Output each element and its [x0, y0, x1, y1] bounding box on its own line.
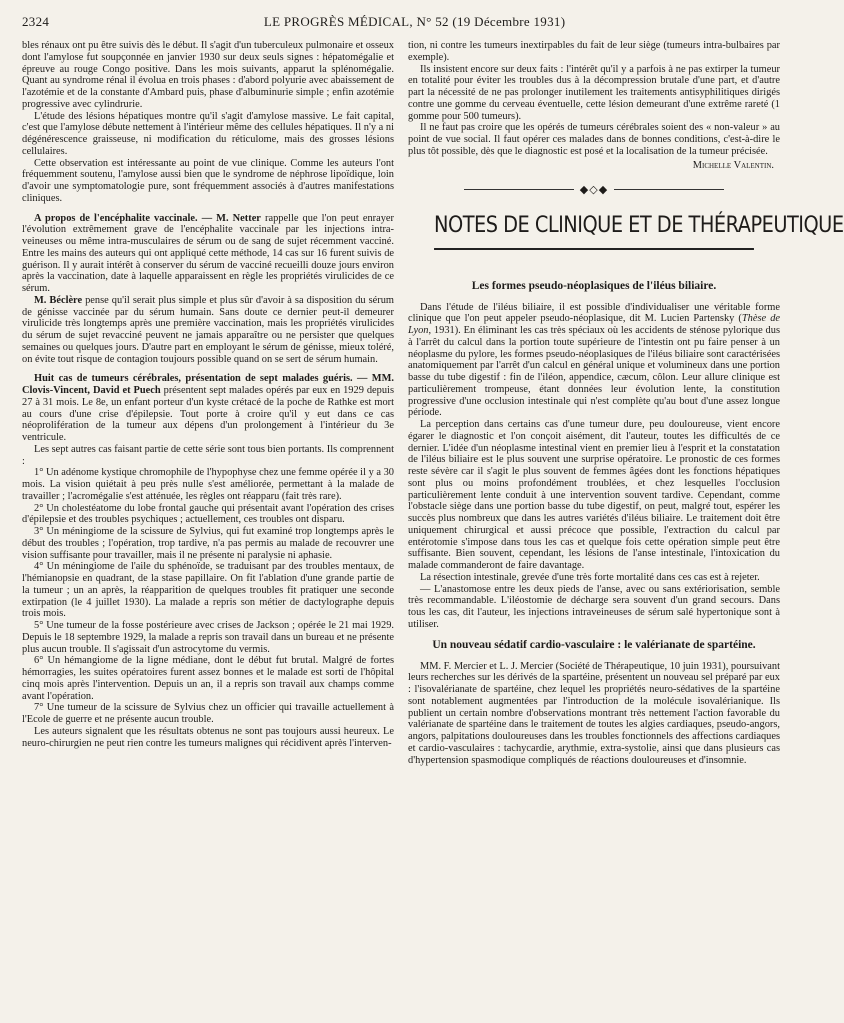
paragraph: L'étude des lésions hépatiques montre qu'il s'agit d'amylose massive. Le fait capital, c'est que l'amylose débute nettement à l'intérieur même des cellules hépatiques. Il n'y a ni dégénérescence graisseuse, ni modification du réticulome, mais des grosses lésions cellulaires. [22, 110, 394, 157]
page-header [22, 14, 780, 32]
list-item: 6° Un hémangiome de la ligne médiane, dont le début fut brutal. Malgré de fortes hémorragies, les suites opératoires furent assez bonnes et le malade est sorti de l'hôpital cinq mois après l'intervention. Depuis un an, il a repris son travail aux champs comme avant l'opération. [22, 655, 394, 702]
paragraph: Cette observation est intéressante au point de vue clinique. Comme les auteurs l'ont fréquemment soutenu, l'amylose aussi bien que le syndrome de néphrose lipoïdique, loin d'avoir une symptomatologie pure, sont fréquemment associés à d'autres manifestations cliniques. [22, 157, 394, 204]
article-heading: Les formes pseudo-néoplasiques de l'iléus biliaire. [471, 279, 717, 292]
paragraph [22, 213, 394, 295]
left-column [22, 40, 394, 766]
paragraph: Il ne faut pas croire que les opérés de tumeurs cérébrales soient des « non-valeur » au point de vue social. Il faut opérer ces malades dans de bonnes conditions, c'est-à-dire le plus tôt possible, dès que le diagnostic est posé et la localisation de la tumeur précisée. [408, 122, 780, 157]
page-number: 2324 [22, 14, 50, 29]
paragraph: MM. F. Mercier et L. J. Mercier (Société de Thérapeutique, 10 juin 1931), poursuivant leurs recherches sur les dérivés de la spartéine, présentent un nouveau sel préparé par eux : l'isovalérianate de spartéine, chez lequel les propriétés neuro-sédatives de la spartéine sont notablement augmentées par l'introduction de la molécule isovalérianique. Ils publient un certain nombre d'observations montrant très nettement l'action favorable du valérianate de spartéine dans le traitement de toutes les algies cardiaques, pseudo-angors, angors, palpitations douloureuses dans les troubles fonctionnels des affections cardiaques et cardio-vasculaires : tachycardie, arythmie, extra-systolie, ainsi que dans plusieurs cas d'hypertension spasmodique compliqués de réactions douloureuses et d'insomnie. [408, 660, 780, 766]
run-in-heading: M. Béclère [34, 294, 83, 306]
paragraph-text: pense qu'il serait plus simple et plus sûr d'avoir à sa disposition du sérum de génisse vaccinée par du sérum humain. Sans doute ce dernier peut-il demeurer virulicide très longtemps après une première vaccination, mais les propriétés virulicides du sérum de sujet revacciné peuvent ne jamais apparaître ou ne persister que quelques semaines ou quelques jours. D'autre part en employant le sérum de génisse, mieux toléré, on évite tout risque de contagion toujours possible quand on se sert de sérum humain. [22, 294, 394, 365]
divider-line [464, 189, 574, 190]
paragraph: Les auteurs signalent que les résultats obtenus ne sont pas toujours aussi heureux. Le neuro-chirurgien ne peut rien contre les tumeurs malignes qui récidivent après l'interven- [22, 725, 394, 749]
running-head: LE PROGRÈS MÉDICAL, N° 52 (19 Décembre 1931) [263, 14, 566, 29]
paragraph [22, 373, 394, 444]
paragraph [22, 295, 394, 366]
list-item: 7° Une tumeur de la scissure de Sylvius chez un officier qui travaille actuellement à l'Ecole de guerre et ne présente aucun trouble. [22, 702, 394, 725]
paragraph: Les sept autres cas faisant partie de cette série sont tous bien portants. Ils comprennent : [22, 443, 394, 467]
paragraph-text: , 1931). En éliminant les cas très spéciaux où les accidents de sténose pylorique dus à l'arrêt du calcul dans la portion toute supérieure de l'intestin ont pu faire penser à un néoplasme du pylore, les formes pseudo-néoplasiques de l'iléus biliaire sont caractérisées anatomiquement par l'arrêt d'un calcul en général unique et volumineux dans une portion basse du tube digestif : fin de l'iléon, appendice, cæcum, côlon. Leur allure clinique est particulièrement trompeuse, étant données leur évolution lente, la constitution progressive d'une occlusion intestinale qui n'est complète qu'au bout d'une assez longue période. [408, 325, 780, 419]
paragraph: tion, ni contre les tumeurs inextirpables du fait de leur siège (tumeurs intra-bulbaires par exemple). [408, 40, 780, 63]
citation: Thèse de Lyon [408, 313, 780, 336]
list-item: 3° Un méningiome de la scissure de Sylvius, qui fut examiné trop longtemps après le début des troubles ; l'opération, trop tardive, n'a pas permis au malade de recouvrer une vision suffisante pour travailler, mais il ne présente ni paralysie ni aphasie. [22, 526, 394, 561]
run-in-heading: Huit cas de tumeurs cérébrales, présentation de sept malades guéris. — MM. Clovis-Vincent, David et Puech [22, 373, 394, 396]
author-name: Michelle Valentin. [692, 159, 774, 171]
paragraph-text: rappelle que l'on peut enrayer l'évolution extrêmement grave de l'encéphalite vaccinale par les injections intra-veineuses ou même intra-musculaires de sérum ou de sang de sujet récemment vacciné. Entre les mains des auteurs qui ont appliqué cette méthode, 14 cas sur 16 furent suivis de guérison. Il y aurait intérêt à conserver du sérum de vacciné recueilli douze jours environ après la vaccination, date à laquelle apparaissent en règle les propriétés virulicides de ce sérum. [22, 212, 394, 294]
section-title: NOTES DE CLINIQUE ET DE THÉRAPEUTIQUE [434, 212, 754, 250]
signature [408, 160, 774, 171]
paragraph-text: présentent sept malades opérés par eux en 1929 depuis 27 à 31 mois. Le 8e, un enfant porteur d'un kyste crétacé de la poche de Rathke est mort au cours d'une crise d'épilepsie. Tout porte à croire qu'il y eut dans ce cas néoprolifération de la tumeur aux dépens d'un prolongement à l'intérieur du 3e ventricule. [22, 385, 394, 443]
article-heading: Un nouveau sédatif cardio-vasculaire : le valérianate de spartéine. [432, 638, 756, 651]
paragraph-text: Dans l'étude de l'iléus biliaire, il est possible d'individualiser une véritable forme clinique que l'on peut appeler pseudo-néoplasique, dit M. Lucien Partensky ( [408, 301, 780, 325]
paragraph [408, 302, 780, 420]
list-item: 1° Un adénome kystique chromophile de l'hypophyse chez une femme opérée il y a 30 mois. La vision quiétait à peu près nulle s'est améliorée, permettant à la malade de travailler ; l'acromégalie s'est atténuée, les règles ont réapparu (fait très rare). [22, 467, 394, 502]
paragraph: Ils insistent encore sur deux faits : l'intérêt qu'il y a parfois à ne pas extirper la tumeur en totalité pour éviter les troubles dus à la décompression brutale d'une part, et d'autre part la nécessité de ne pas prolonger inutilement les traitements antisyphilitiques dirigés contre une gomme du cerveau éventuelle, cette lésion demeurant d'une extrême rareté (1 gomme pour 500 tumeurs). [408, 63, 780, 122]
list-item: 4° Un méningiome de l'aile du sphénoïde, se traduisant par des troubles mentaux, de l'hémianopsie en quadrant, de la stase papillaire. On fit l'ablation d'une grande partie de la tumeur ; un an après, la réapparition de quelques troubles fit pratiquer une seconde extirpation (le 4 juillet 1930). La malade a repris son métier de dactylographe depuis trois mois. [22, 561, 394, 620]
right-column [408, 40, 844, 766]
divider-line [614, 189, 724, 190]
paragraph: — L'anastomose entre les deux pieds de l'anse, avec ou sans extériorisation, semble très recommandable. L'iléostomie de décharge sera souvent d'un grand secours. Dans tous les cas, dit l'auteur, les injections intraveineuses de sérum salé hypertonique sont à utiliser. [408, 583, 780, 630]
divider-ornament-icon: ◆◇◆ [579, 183, 609, 196]
run-in-heading: A propos de l'encéphalite vaccinale. — M. Netter [34, 212, 261, 224]
list-item: 5° Une tumeur de la fosse postérieure avec crises de Jackson ; opérée le 21 mai 1929. Depuis le 18 septembre 1929, la malade a repris son travail dans un bureau et ne présente plus aucun trouble. Il s'agissait d'un astrocytome du vermis. [22, 620, 394, 655]
ornamental-divider [408, 183, 780, 196]
paragraph: bles rénaux ont pu être suivis dès le début. Il s'agit d'un tuberculeux pulmonaire et osseux dont l'amylose fut soupçonnée en janvier 1930 sur deux seuls signes : hépatomégalie et épreuve au rouge Congo positive. Dans les mois suivants, apparut la splénomégalie. Quant au syndrome rénal il évolua en trois phases : d'abord polyurie avec abaissement de l'azotémie et de la constante d'Ambard puis, phase d'albuminurie simple ; enfin azotémie progressive avec cylindrurie. [22, 40, 394, 110]
paragraph: La perception dans certains cas d'une tumeur dure, peu douloureuse, vient encore égarer le diagnostic et l'on conçoit aisément, dit l'auteur, toutes les difficultés de ce dernier. L'idée d'un néoplasme intestinal vient en premier lieu à l'esprit et la constatation de l'iléus biliaire est le plus souvent une surprise opératoire. Le pronostic de ces formes reste sévère car il s'agit le plus souvent de femmes âgées dont les fonctions hépatiques sont plus ou moins profondément troublées, et chez lesquelles l'occlusion particulièrement lente conduit à une intervention souvent tardive. Cependant, comme l'obstacle siège dans une portion basse du tube digestif, on peut, malgré tout, espérer les succès plus nombreux que dans les autres variétés d'iléus biliaire. Le traitement doit être uniquement chirurgical et aussi précoce que possible, l'extraction du calcul par entérotomie s'impose dans tous les cas et quelque fois cette opération simple peut être suffisante. Bien souvent, cependant, les lésions de l'anse intestinale, l'intoxication du malade commanderont de faire davantage. [408, 419, 780, 571]
list-item: 2° Un cholestéatome du lobe frontal gauche qui présentait avant l'opération des crises d'épilepsie et des troubles psychiques ; actuellement, ces troubles ont disparu. [22, 502, 394, 526]
paragraph: La résection intestinale, grevée d'une très forte mortalité dans ces cas est à rejeter. [420, 571, 760, 583]
text-columns [22, 40, 844, 766]
